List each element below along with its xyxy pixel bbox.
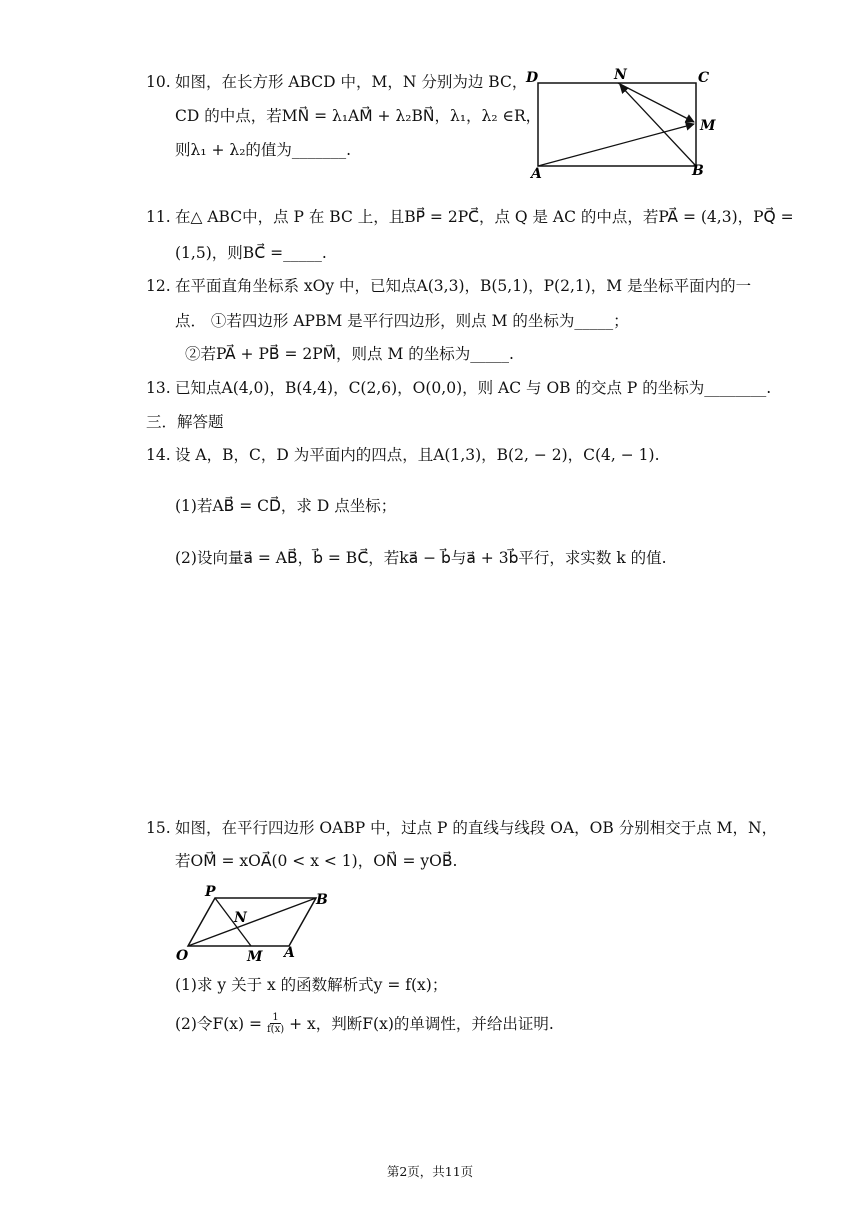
page-number: 第2页，共11页 <box>386 1164 474 1179</box>
question-number: 13. <box>146 379 171 397</box>
question-number: 15. <box>146 819 171 837</box>
question-text: 已知点A(4,0)，B(4,4)，C(2,6)，O(0,0)，则 AC 与 OB 的交点 P 的坐标为________. <box>175 379 772 397</box>
point-label-a: A <box>284 945 295 961</box>
point-label-d: D <box>526 70 539 86</box>
rectangle-figure <box>522 64 722 180</box>
parallelogram-figure <box>172 882 340 964</box>
question-text: 如图，在平行四边形 OABP 中，过点 P 的直线与线段 OA，OB 分别相交于点 M，N， <box>175 819 778 837</box>
point-label-b: B <box>692 163 704 179</box>
part2-prefix: (2)令F(x) = <box>175 1014 262 1033</box>
point-label-m: M <box>247 949 263 964</box>
question-part: (2)设向量a⃗ = AB⃗，b⃗ = BC⃗，若ka⃗ − b⃗与a⃗ + 3b⃗平行，求实数 k 的值. <box>175 549 667 567</box>
question-number: 12. <box>146 277 171 295</box>
question-text: 设 A，B，C，D 为平面内的四点，且A(1,3)，B(2, − 2)，C(4, − 1). <box>175 446 660 464</box>
question-text: 如图，在长方形 ABCD 中，M，N 分别为边 BC， <box>175 73 528 91</box>
question-part: (1)若AB⃗ = CD⃗，求 D 点坐标； <box>175 497 397 515</box>
point-label-n: N <box>614 67 627 83</box>
point-label-p: P <box>205 884 216 900</box>
point-label-n: N <box>234 910 247 926</box>
question-text: 点． ①若四边形 APBM 是平行四边形，则点 M 的坐标为_____； <box>175 312 629 330</box>
question-text: 在△ ABC中，点 P 在 BC 上，且BP⃗ = 2PC⃗，点 Q 是 AC 的中点，若PA⃗ = (4,3)，PQ⃗ = <box>175 208 794 226</box>
point-label-o: O <box>176 948 189 964</box>
question-number: 14. <box>146 446 171 464</box>
question-number: 11. <box>146 208 171 226</box>
point-label-a: A <box>531 166 542 180</box>
question-part: (1)求 y 关于 x 的函数解析式y = f(x)； <box>175 976 448 994</box>
fraction <box>265 1012 286 1035</box>
question-number: 10. <box>146 73 171 91</box>
point-label-b: B <box>316 892 328 908</box>
point-label-m: M <box>700 118 716 134</box>
part2-suffix: + x，判断F(x)的单调性，并给出证明. <box>289 1014 554 1033</box>
question-text: CD 的中点，若MN⃗ = λ₁AM⃗ + λ₂BN⃗，λ₁，λ₂ ∈R， <box>175 107 542 125</box>
fraction-numerator: 1 <box>272 1012 279 1023</box>
question-text: ②若PA⃗ + PB⃗ = 2PM⃗，则点 M 的坐标为_____. <box>185 345 514 363</box>
section-heading: 三．解答题 <box>146 413 224 431</box>
question-text: 若OM⃗ = xOA⃗(0 < x < 1)，ON⃗ = yOB⃗. <box>175 852 458 870</box>
fraction-denominator: f(x) <box>266 1024 285 1035</box>
question-text: 则λ₁ + λ₂的值为_______. <box>175 141 352 159</box>
question-text: 在平面直角坐标系 xOy 中，已知点A(3,3)，B(5,1)，P(2,1)，M 是坐标平面内的一 <box>175 277 752 295</box>
point-label-c: C <box>698 70 710 86</box>
question-part <box>175 1012 554 1035</box>
question-text: (1,5)，则BC⃗ =_____. <box>175 244 327 262</box>
